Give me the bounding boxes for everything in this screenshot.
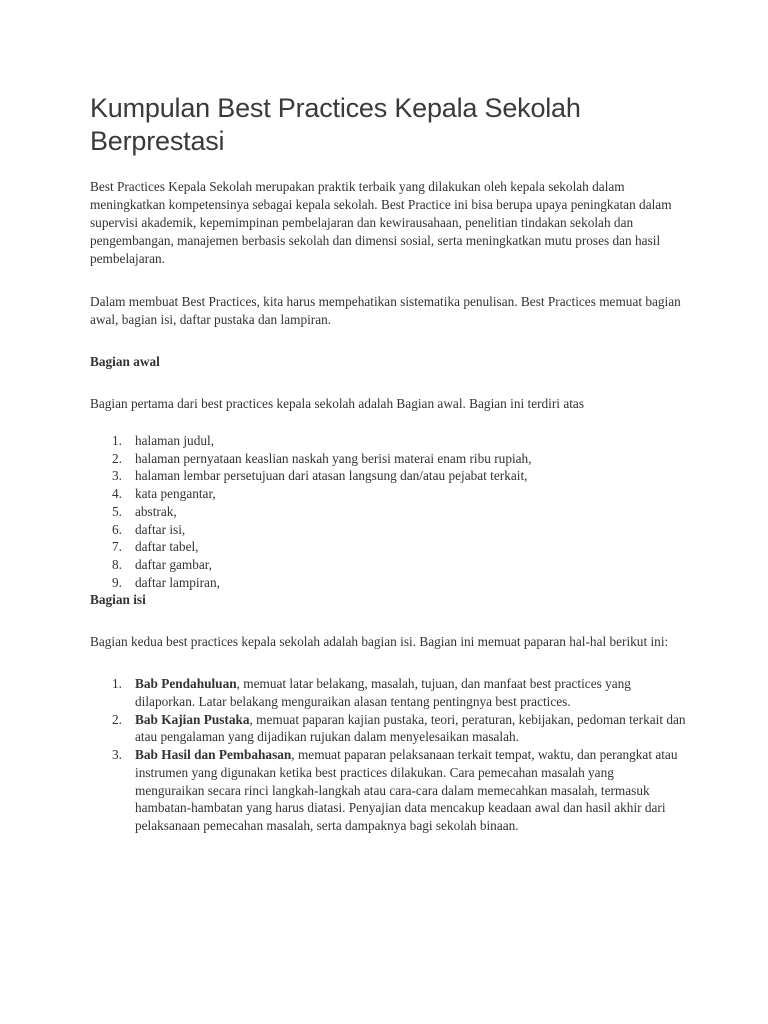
list-item: 1. Bab Pendahuluan, memuat latar belakang, masalah, tujuan, dan manfaat best practices yang dilaporkan. Latar belakang menguraikan alasan tentang pentingnya best practices. xyxy=(112,676,631,710)
section-heading-isi: Bagian isi xyxy=(90,592,146,608)
chapter-title: Bab Pendahuluan xyxy=(135,676,237,692)
intro-paragraph: Best Practices Kepala Sekolah merupakan praktik terbaik yang dilakukan oleh kepala sekolah dalam meningkatkan kompetensinya sebagai kepala sekolah. Best Practice ini bisa berupa upaya peningkatan dalam supervisi akademik, kepemimpinan pembelajaran dan kewirausahaan, penelitian tindakan sekolah dan pengembangan, manajemen berbasis sekolah dan dimensi sosial, serta meningkatkan mutu proses dan hasil pembelajaran. xyxy=(90,179,672,266)
section-heading-awal: Bagian awal xyxy=(90,354,160,369)
document-title: Kumpulan Best Practices Kepala Sekolah Berprestasi xyxy=(90,93,581,156)
systematics-paragraph: Dalam membuat Best Practices, kita harus mempehatikan sistematika penulisan. Best Practices memuat bagian awal, bagian isi, daftar pustaka dan lampiran. xyxy=(90,294,681,327)
chapter-title: Bab Hasil dan Pembahasan xyxy=(135,747,292,763)
list-item: 9. daftar lampiran, xyxy=(112,574,220,590)
list-item: 6. daftar isi, xyxy=(112,521,186,537)
list-item: 2. halaman pernyataan keaslian naskah yang berisi materai enam ribu rupiah, xyxy=(112,450,532,466)
list-item: 8. daftar gambar, xyxy=(112,556,212,572)
list-item: 4. kata pengantar, xyxy=(112,486,216,502)
chapter-title: Bab Kajian Pustaka xyxy=(135,711,250,727)
list-item: 7. daftar tabel, xyxy=(112,539,199,555)
list-bagian-awal xyxy=(90,432,686,591)
list-item: 5. abstrak, xyxy=(112,503,177,519)
list-item: 3. Bab Hasil dan Pembahasan, memuat paparan pelaksanaan terkait tempat, waktu, dan perangkat atau instrumen yang digunakan ketika best practices dilakukan. Cara pemecahan masalah yang menguraikan secara rinci langkah-langkah atau cara-cara dalam memecahkan masalah, termasuk hambatan-hambatan yang harus diatasi. Penyajian data mencakup keadaan awal dan hasil akhir dari pelaksanaan pemecahan masalah, serta dampaknya bagi sekolah binaan. xyxy=(112,747,678,833)
list-item: 3. halaman lembar persetujuan dari atasan langsung dan/atau pejabat terkait, xyxy=(112,468,528,484)
list-item: 2. Bab Kajian Pustaka, memuat paparan kajian pustaka, teori, peraturan, kebijakan, pedoman terkait dan atau pengalaman yang dijadikan rujukan dalam menyelesaikan masalah. xyxy=(112,711,686,745)
list-bagian-isi xyxy=(90,675,686,834)
section-intro-awal: Bagian pertama dari best practices kepala sekolah adalah Bagian awal. Bagian ini terdiri atas xyxy=(90,396,584,411)
document-page xyxy=(90,92,686,835)
list-item: 1. halaman judul, xyxy=(112,433,215,448)
section-intro-isi: Bagian kedua best practices kepala sekolah adalah bagian isi. Bagian ini memuat paparan hal-hal berikut ini: xyxy=(90,634,669,650)
